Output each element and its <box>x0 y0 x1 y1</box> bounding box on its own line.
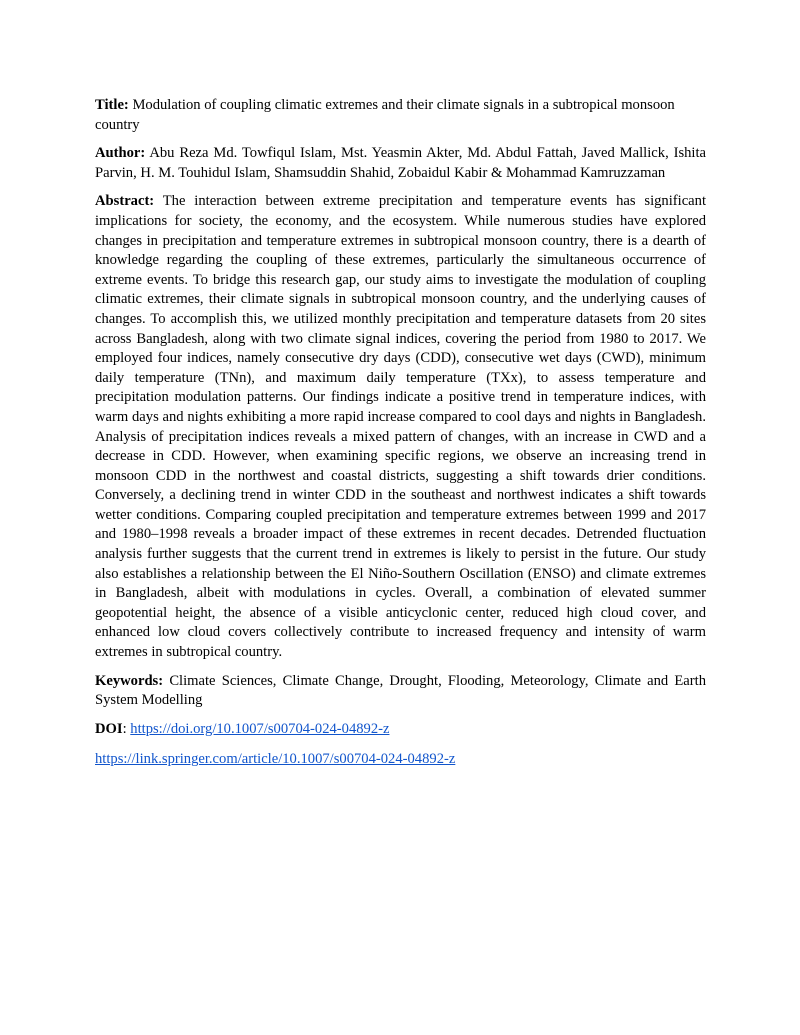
doi-paragraph <box>95 720 706 740</box>
abstract-text: The interaction between extreme precipitation and temperature events has significant implications for society, the economy, and the ecosystem. While numerous studies have explored changes in precipitation and temperature extremes in subtropical monsoon country, there is a dearth of knowledge regarding the coupling of these extremes, particularly the simultaneous occurrence of extreme events. To bridge this research gap, our study aims to investigate the modulation of coupling climatic extremes, their climate signals in subtropical monsoon country, and the underlying causes of changes. To accomplish this, we utilized monthly precipitation and temperature datasets from 20 sites across Bangladesh, along with two climate signal indices, covering the period from 1980 to 2017. We employed four indices, namely consecutive dry days (CDD), consecutive wet days (CWD), minimum daily temperature (TNn), and maximum daily temperature (TXx), to assess temperature and precipitation modulation patterns. Our findings indicate a positive trend in temperature indices, with warm days and nights exhibiting a more rapid increase compared to cool days and nights in Bangladesh. Analysis of precipitation indices reveals a mixed pattern of changes, with an increase in CWD and a decrease in CDD. However, when examining specific regions, we observe an increasing trend in monsoon CDD in the northwest and coastal districts, suggesting a shift towards drier conditions. Conversely, a declining trend in winter CDD in the southeast and northwest indicates a shift towards wetter conditions. Comparing coupled precipitation and temperature extremes between 1999 and 2017 and 1980–1998 reveals a broader impact of these extremes in recent decades. Detrended fluctuation analysis further suggests that the current trend in extremes is likely to persist in the future. Our study also establishes a relationship between the El Niño-Southern Oscillation (ENSO) and climate extremes in Bangladesh, albeit with modulations in cycles. Overall, a combination of elevated summer geopotential height, the absence of a visible anticyclonic center, reduced high cloud cover, and enhanced low cloud covers collectively contribute to increased frequency and intensity of warm extremes in subtropical country. <box>95 193 706 661</box>
document-page <box>95 96 706 779</box>
springer-link[interactable]: https://link.springer.com/article/10.1007/s00704-024-04892-z <box>95 751 456 768</box>
doi-link[interactable]: https://doi.org/10.1007/s00704-024-04892-z <box>130 720 390 737</box>
author-label: Author: <box>95 145 146 162</box>
springer-link-paragraph <box>95 750 706 770</box>
author-paragraph <box>95 144 706 183</box>
keywords-label: Keywords: <box>95 672 164 689</box>
abstract-paragraph <box>95 192 706 662</box>
doi-separator: : <box>122 720 127 737</box>
abstract-label: Abstract: <box>95 193 155 210</box>
author-text: Abu Reza Md. Towfiqul Islam, Mst. Yeasmin Akter, Md. Abdul Fattah, Javed Mallick, Ishita Parvin, H. M. Touhidul Islam, Shamsuddin Shahid, Zobaidul Kabir & Mohammad Kamruzzaman <box>95 145 707 181</box>
title-paragraph <box>95 96 706 135</box>
keywords-paragraph <box>95 672 706 711</box>
title-label: Title: <box>95 97 129 113</box>
doi-label: DOI <box>95 720 123 737</box>
keywords-text: Climate Sciences, Climate Change, Drought, Flooding, Meteorology, Climate and Earth System Modelling <box>95 672 706 709</box>
title-text: Modulation of coupling climatic extremes and their climate signals in a subtropical monsoon country <box>95 97 675 133</box>
